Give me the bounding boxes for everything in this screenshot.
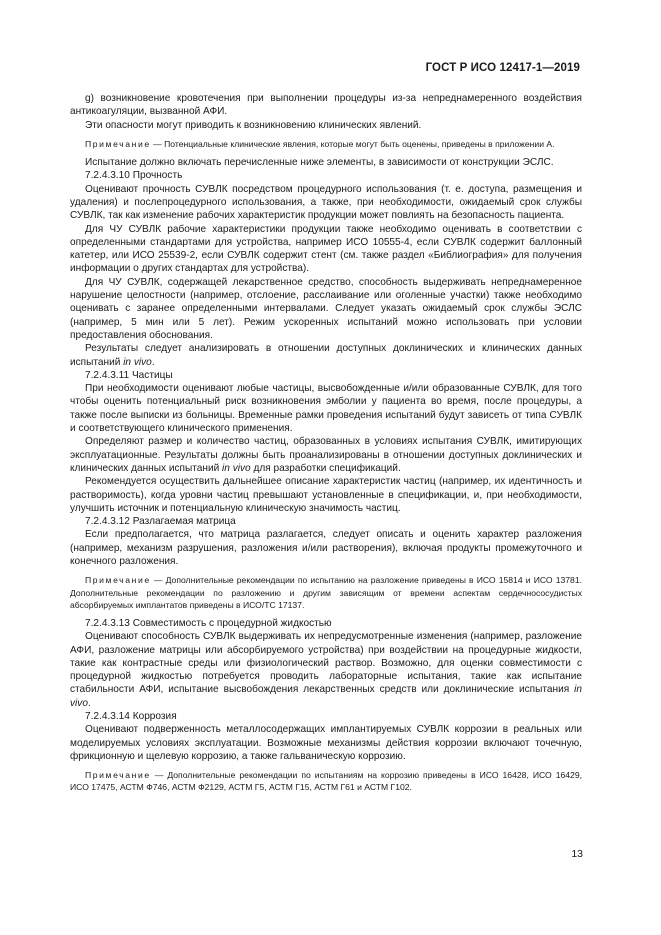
section-heading: 7.2.4.3.13 Совместимость с процедурной жидкостью: [85, 617, 332, 629]
paragraph-text: Определяют размер и количество частиц, образованных в условиях испытания СУВЛК, имитирующих эксплуатационные. Результаты должны быть проанализированы в отношении доступных доклинических и клинических данных испытаний: [70, 436, 582, 474]
page-header-standard: ГОСТ Р ИСО 12417-1—2019: [425, 62, 580, 74]
paragraph: [70, 342, 582, 369]
note-text: — Дополнительные рекомендации по испытанию на разложение приведены в ИСО 15814 и ИСО 13781. Дополнительные рекомендации по разложению и другим зависящим от времени аспектам сердечнососудистых абсорбируемых имплантатов приведены в ИСО/ТС 17137.: [70, 575, 582, 610]
note: [70, 769, 582, 793]
paragraph: Оценивают прочность СУВЛК посредством процедурного использования (т. е. доступа, размещения и удаления) и послепроцедурного использования, а также, при необходимости, ожидаемый срок службы СУВЛК, так как изменение рабочих характеристик продукции может повлиять на безопасность пациента.: [70, 183, 582, 222]
paragraph: Для ЧУ СУВЛК рабочие характеристики продукции также необходимо оценивать в соответствии с определенными стандартами для устройства, например ИСО 10555-4, если СУВЛК содержит баллонный катетер, или ИСО 25539-2, если СУВЛК содержит стент (см. также раздел «Библиография» для получения информации о других стандартах для устройства).: [70, 223, 582, 275]
paragraph: Оценивают подверженность металлосодержащих имплантируемых СУВЛК коррозии в реальных или моделируемых условиях эксплуатации. Возможные механизмы действия коррозии включают точечную, фрикционную и щелевую коррозию, а также гальваническую коррозию.: [70, 724, 582, 762]
note-text: — Потенциальные клинические явления, которые могут быть оценены, приведены в приложении А.: [150, 138, 555, 149]
paragraph: Для ЧУ СУВЛК, содержащей лекарственное средство, способность выдерживать непреднамеренное нарушение целостности (например, отслоение, расслаивание или оголенные участки) также необходимо оценивать с заранее определенными интервалами. Следует указать ожидаемый срок службы ЭСЛС (например, 5 мин или 5 лет). Режим ускоренных испытаний можно использовать при условии предоставления обоснования.: [70, 276, 582, 341]
paragraph: При необходимости оценивают любые частицы, высвобожденные и/или образованные СУВЛК, для того чтобы оценить потенциальный риск возникновения эмболии у пациента во время, после процедуры, а также после выписки из больницы. Временные рамки проведения испытаний будут зависеть от типа СУВЛК и соответствующего клинического применения.: [70, 383, 582, 435]
paragraph-text: Оценивают способность СУВЛК выдерживать их непредусмотренные изменения (например, разложение АФИ, разложение матрицы или абсорбируемого устройства) при воздействии на процедурные жидкости, такие как контрастные среды или физиологический раствор. Возможно, для оценки совместимости с процедурной жидкостью потребуется проводить лабораторные испытания, такие как испытание стабильности АФИ, испытание высвобождения лекарственных средств или доклинические испытания: [70, 631, 582, 696]
paragraph-text: .: [151, 356, 155, 368]
paragraph-text: .: [87, 697, 91, 709]
paragraph-text: для разработки спецификаций.: [250, 462, 401, 474]
paragraph-text: Результаты следует анализировать в отношении доступных доклинических и клинических данных испытаний: [70, 343, 582, 368]
note: [70, 138, 582, 150]
note-label: Примечание: [85, 770, 151, 781]
paragraph: [70, 435, 582, 475]
section-heading: 7.2.4.3.14 Коррозия: [85, 710, 177, 722]
note-text: — Дополнительные рекомендации по испытаниям на коррозию приведены в ИСО 16428, ИСО 16429, ИСО 17475, АСТМ Ф746, АСТМ Ф2129, АСТМ Г5, АСТМ Г15, АСТМ Г61 и АСТМ Г102.: [70, 770, 582, 793]
italic-term: in vivo: [70, 684, 582, 709]
paragraph: Эти опасности могут приводить к возникновению клинических явлений.: [85, 119, 422, 131]
paragraph: [70, 630, 582, 710]
italic-term: in vivo: [222, 462, 251, 474]
paragraph: Рекомендуется осуществить дальнейшее описание характеристик частиц (например, их идентичность и растворимость), когда уровни частиц превышают установленные в спецификации, и, при необходимости, улучшить источник и потенциальную клиническую значимость частиц.: [70, 476, 582, 514]
section-heading: 7.2.4.3.12 Разлагаемая матрица: [85, 516, 236, 528]
note-label: Примечание: [85, 138, 151, 149]
page-number: 13: [571, 848, 583, 860]
section-heading: 7.2.4.3.11 Частицы: [85, 369, 173, 381]
section-heading: 7.2.4.3.10 Прочность: [85, 170, 183, 182]
paragraph: Если предполагается, что матрица разлагается, следует описать и оценить характер разложения (например, механизм разрушения, разложения и/или растворения), включая продукты промежуточного и конечного разложения.: [70, 529, 582, 567]
page-body: [70, 92, 582, 800]
note-label: Примечание: [85, 575, 151, 586]
note: [70, 574, 582, 611]
paragraph: Испытание должно включать перечисленные ниже элементы, в зависимости от конструкции ЭСЛС.: [85, 157, 554, 169]
italic-term: in vivo: [123, 356, 152, 368]
paragraph: g) возникновение кровотечения при выполнении процедуры из-за непреднамеренного воздействия антикоагуляции, вызванной АФИ.: [70, 93, 582, 118]
